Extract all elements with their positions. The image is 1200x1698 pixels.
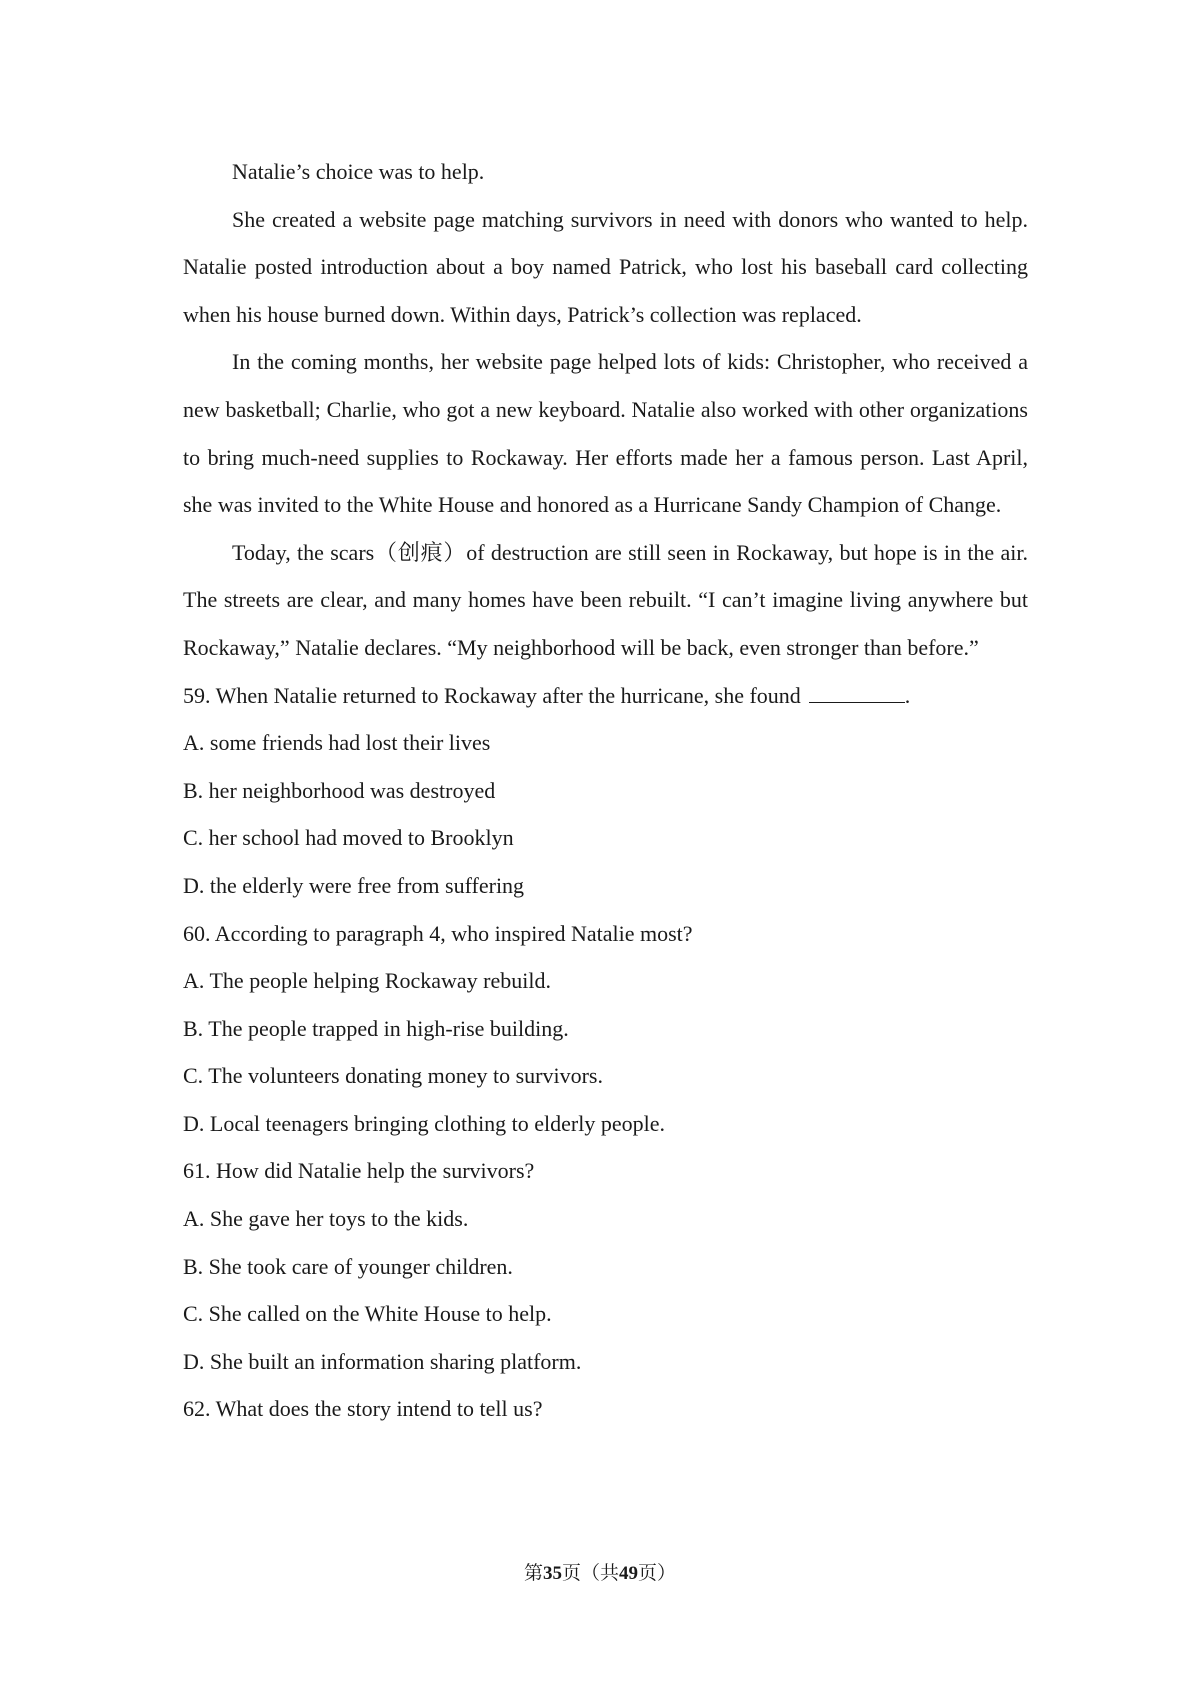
answer-option: B. her neighborhood was destroyed: [183, 777, 496, 803]
passage-paragraph: She created a website page matching survivors in need with donors who wanted to help. Natalie posted introduction about a boy named Patrick, who lost his baseball card collecting when his house burned down. Within days, Patrick’s collection was replaced.: [183, 206, 1028, 327]
passage-paragraph: Natalie’s choice was to help.: [232, 159, 485, 184]
passage-paragraph: Today, the scars（创痕）of destruction are still seen in Rockaway, but hope is in the air. The streets are clear, and many homes have been rebuilt. “I can’t imagine living anywhere but Rockaway,” Natalie declares. “My neighborhood will be back, even stronger than before.”: [183, 539, 1028, 660]
question-stem: 60. According to paragraph 4, who inspired Natalie most?: [183, 920, 693, 946]
answer-option: A. some friends had lost their lives: [183, 730, 491, 756]
answer-option: C. her school had moved to Brooklyn: [183, 825, 514, 851]
question-stem-end: .: [904, 682, 911, 708]
footer-total-pages: 49: [619, 1563, 638, 1584]
answer-option: C. She called on the White House to help.: [183, 1301, 552, 1327]
question-stem: 61. How did Natalie help the survivors?: [183, 1158, 535, 1184]
footer-page-number: 35: [542, 1563, 562, 1584]
answer-option: D. the elderly were free from suffering: [183, 872, 525, 898]
question-stem-text: 59. When Natalie returned to Rockaway after the hurricane, she found: [183, 682, 801, 708]
answer-option: D. Local teenagers bringing clothing to elderly people.: [183, 1110, 666, 1136]
answer-option: A. The people helping Rockaway rebuild.: [183, 968, 551, 994]
question-stem: 62. What does the story intend to tell us?: [183, 1396, 543, 1422]
answer-option: A. She gave her toys to the kids.: [183, 1206, 469, 1232]
answer-option: C. The volunteers donating money to survivors.: [183, 1063, 603, 1089]
answer-option: D. She built an information sharing platform.: [183, 1348, 582, 1374]
footer-suffix: 页）: [638, 1562, 677, 1584]
footer-middle: 页（共: [561, 1562, 619, 1584]
footer-prefix: 第: [523, 1562, 543, 1584]
answer-option: B. The people trapped in high-rise building.: [183, 1015, 569, 1041]
answer-blank: [809, 682, 905, 703]
passage-paragraph: In the coming months, her website page helped lots of kids: Christopher, who received a new basketball; Charlie, who got a new keyboard. Natalie also worked with other organizations to bring much-need supplies to Rockaway. Her efforts made her a famous person. Last April, she was invited to the White House and honored as a Hurricane Sandy Champion of Change.: [183, 349, 1028, 518]
answer-option: B. She took care of younger children.: [183, 1253, 513, 1279]
page-footer: [0, 1558, 1200, 1585]
page-content: [183, 148, 1028, 1433]
question-stem: [183, 672, 1028, 720]
